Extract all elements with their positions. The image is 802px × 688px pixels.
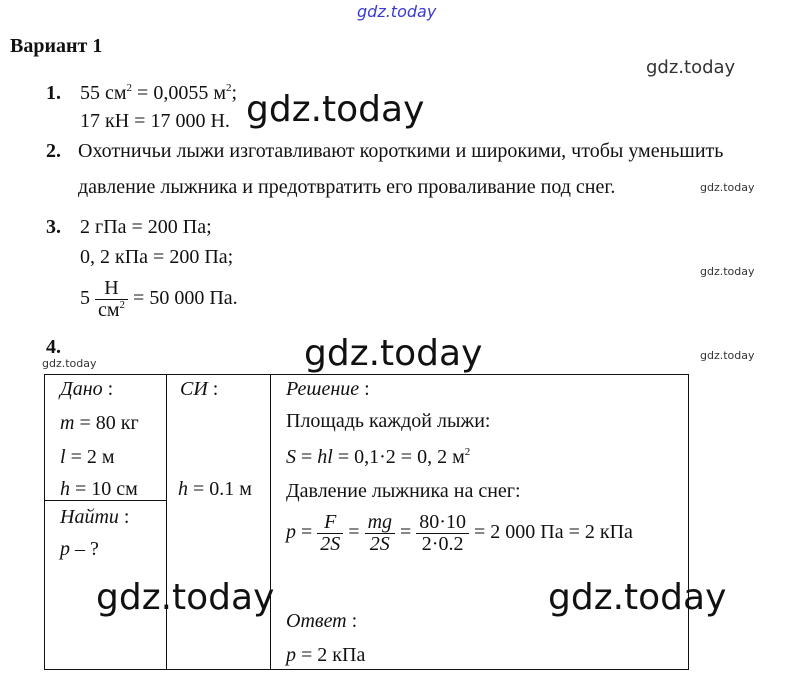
find-title: Найти : [60,506,130,528]
watermark-top: gdz.today [357,2,437,21]
fraction-f-over-2s: $\frac{F}{2S}$ [317,512,343,555]
given-width: h = 10 см [60,478,138,500]
watermark-big-3: gdz.today [96,577,275,618]
watermark-small-2: gdz.today [700,265,755,278]
fraction-newton-per-cm2: $\frac{Н}{см^2}$ [95,278,128,321]
question-1-number: 1. [46,82,61,104]
question-1-line-1: 55 $см^2 = 0,0055$ $м^2$; [80,82,238,104]
watermark-big-4: gdz.today [548,577,727,618]
pressure-formula: p = $\frac{F}{2S}$ = $\frac{mg}{2S}$ = $\frac{80\cdot 10}{2\cdot 0.2}$ = 2 000 Па = 2 кПа [286,511,633,555]
question-3-line-1: 2 гПа = 200 Па; [80,216,212,238]
watermark-big-2: gdz.today [304,333,483,374]
fraction-numeric: $\frac{80\cdot 10}{2\cdot 0.2}$ [416,512,469,555]
question-3-line-3: 5 $\frac{Н}{см^2}$ = 50 000 Па. [80,277,238,321]
fraction-mg-over-2s: $\frac{mg}{2S}$ [365,512,395,555]
watermark-small-3: gdz.today [42,357,97,370]
answer-value: p = 2 кПа [286,644,366,666]
question-4-number: 4. [46,336,61,358]
given-mass: m = 80 кг [60,412,139,434]
given-title: Дано : [60,378,114,400]
question-2-number: 2. [46,140,61,162]
question-2-line-1: Охотничьи лыжи изготавливают короткими и широкими, чтобы уменьшить [78,140,724,162]
solution-title: Решение : [286,378,370,400]
si-width: h = 0.1 м [178,478,252,500]
find-pressure: p – ? [60,538,99,560]
area-formula: S = hl = 0,1·2 = 0, 2 $м^2$ [286,446,471,468]
si-title: СИ : [180,378,219,400]
pressure-text: Давление лыжника на снег: [286,480,521,502]
question-3-number: 3. [46,216,61,238]
watermark-mid-right: gdz.today [646,57,736,78]
table-divider-2 [270,374,271,670]
watermark-small-1: gdz.today [700,181,755,194]
table-divider-1 [166,374,167,670]
question-2-line-2: давление лыжника и предотвратить его проваливание под снег. [78,176,616,198]
answer-title: Ответ : [286,610,358,632]
watermark-small-4: gdz.today [700,349,755,362]
watermark-big-1: gdz.today [246,89,425,130]
area-text: Площадь каждой лыжи: [286,410,491,432]
question-3-line-2: 0, 2 кПа = 200 Па; [80,246,234,268]
variant-heading: Вариант 1 [10,35,103,57]
question-1-line-2: 17 кН = 17 000 Н. [80,110,230,132]
table-divider-given-find [44,500,167,501]
given-length: l = 2 м [60,446,115,468]
